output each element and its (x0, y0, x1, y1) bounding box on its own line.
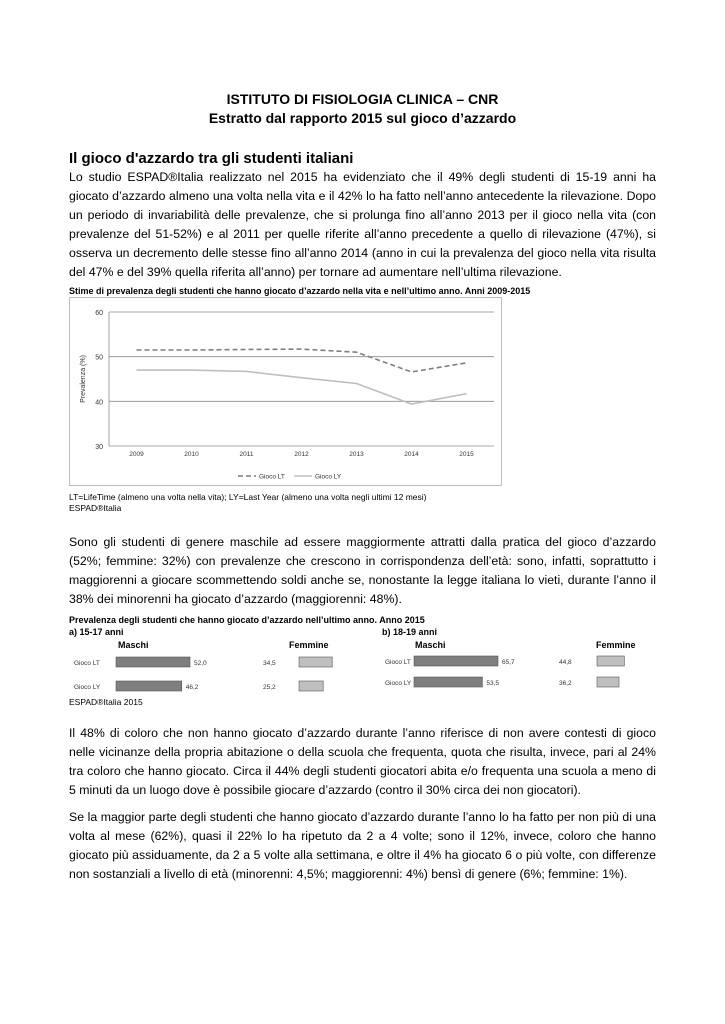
bar-source-note: ESPAD®Italia 2015 (69, 697, 143, 707)
paragraph-prevalence: Lo studio ESPAD®Italia realizzato nel 2015 ha evidenziato che il 49% degli studenti di 15-19 anni ha giocato d’azzardo almeno una volta nella vita e il 42% lo ha fatto nell’anno antecedente la rilevazione. Dopo un periodo di invariabilità delle prevalenze, che si prolunga fino all’anno 2013 per il gioco nella vita (con prevalenze del 51-52%) e al 2011 per quelle riferite all’anno precedente a quello di rilevazione (47%), si osserva un decremento delle stesse fino all’anno 2014 (anno in cui la prevalenza del gioco nella vita risulta del 47% e del 39% quella riferita all’anno) per tornare ad aumentare nell’ultima rilevazione. (69, 170, 656, 279)
institute-title: ISTITUTO DI FISIOLOGIA CLINICA – CNR (226, 91, 499, 107)
bar-value-label: 25,2 (263, 684, 276, 691)
x-tick-label: 2014 (404, 451, 419, 458)
bar-value-label: 53,5 (486, 680, 500, 687)
x-tick-label: 2009 (129, 451, 144, 458)
bar-value-label: 34,5 (263, 660, 276, 667)
panel-b-title: b) 18-19 anni (382, 627, 438, 637)
abbreviation-note: LT=LifeTime (almeno una volta nella vita); LY=Last Year (almeno una volta negli ultimi 12 mesi) (69, 492, 427, 502)
panel-b-femmine-header: Femmine (596, 640, 636, 650)
legend-label: Gioco LY (315, 473, 342, 481)
legend-label: Gioco LT (259, 473, 285, 481)
report-subtitle: Estratto dal rapporto 2015 sul gioco d’azzardo (208, 110, 517, 126)
bar-chart-caption: Prevalenza degli studenti che hanno giocato d’azzardo nell’ultimo anno. Anno 2015 (69, 615, 425, 625)
panel-a-femmine-header: Femmine (289, 640, 329, 650)
x-tick-label: 2010 (184, 451, 199, 458)
x-tick-label: 2015 (459, 451, 474, 458)
bar-femmine (597, 656, 624, 666)
bar-maschi (414, 656, 498, 666)
bar-maschi (116, 681, 182, 691)
bar-category-label: Gioco LY (385, 680, 412, 687)
panel-a-maschi-header: Maschi (118, 640, 149, 650)
panel-a-title: a) 15-17 anni (69, 627, 124, 637)
bar-value-label: 46,2 (185, 684, 199, 691)
bar-femmine (299, 657, 332, 667)
bar-value-label: 65,7 (502, 659, 515, 666)
section-heading: Il gioco d'azzardo tra gli studenti italiani (69, 150, 354, 167)
y-tick-label: 40 (95, 399, 103, 407)
bar-value-label: 52,0 (194, 660, 207, 667)
bar-maschi (414, 677, 482, 687)
bar-value-label: 44,8 (559, 659, 572, 666)
y-axis-label: Prevalenza (%) (80, 355, 87, 403)
bar-femmine (597, 677, 619, 687)
bar-maschi (116, 657, 190, 667)
paragraph-gender: Sono gli studenti di genere maschile ad essere maggiormente attratti dalla pratica del gioco d’azzardo (52%; femmine: 32%) con prevalenze che crescono in corrispondenza dell’età: sono, infatti, soprattutto i maggiorenni a giocare scommettendo soldi anche se, nonostante la legge italiana lo vieti, durante l’anno il 38% dei minorenni ha giocato d’azzardo (maggiorenni: 48%). (69, 535, 656, 606)
bar-category-label: Gioco LT (74, 660, 100, 667)
x-tick-label: 2013 (349, 451, 364, 458)
paragraph-frequency: Se la maggior parte degli studenti che hanno giocato d’azzardo durante l’anno lo ha fatto per non più di una volta al mese (62%), quasi il 22% lo ha ripetuto da 2 a 4 volte; sono il 12%, invece, coloro che hanno giocato più assiduamente, da 2 a 5 volte alla settimana, e oltre il 4% ha giocato 6 o più volte, con differenze non sostanziali a livello di età (minorenni: 4,5%; maggiorenni: 4%) bensì di genere (6%; femmine: 1%). (69, 810, 656, 881)
source-note: ESPAD®Italia (69, 503, 122, 513)
paragraph-proximity: Il 48% di coloro che non hanno giocato d’azzardo durante l’anno riferisce di non avere contesti di gioco nelle vicinanze della propria abitazione o della scuola che frequenta, quota che risulta, invece, pari al 24% tra coloro che hanno giocato. Circa il 44% degli studenti giocatori abita e/o frequenta una scuola a meno di 5 minuti da un luogo dove è possibile giocare d’azzardo (contro il 30% circa dei non giocatori). (69, 726, 656, 797)
panel-b-maschi-header: Maschi (415, 640, 446, 650)
y-tick-label: 60 (95, 310, 103, 317)
line-chart-caption: Stime di prevalenza degli studenti che hanno giocato d’azzardo nella vita e nell’ultimo anno. Anni 2009-2015 (69, 286, 531, 296)
y-tick-label: 50 (95, 354, 103, 362)
bar-value-label: 36,2 (559, 680, 572, 687)
x-tick-label: 2011 (239, 451, 254, 458)
bar-femmine (299, 681, 323, 691)
x-tick-label: 2012 (294, 451, 309, 458)
bar-category-label: Gioco LT (385, 659, 411, 666)
bar-category-label: Gioco LY (74, 684, 101, 691)
y-tick-label: 30 (95, 444, 103, 451)
